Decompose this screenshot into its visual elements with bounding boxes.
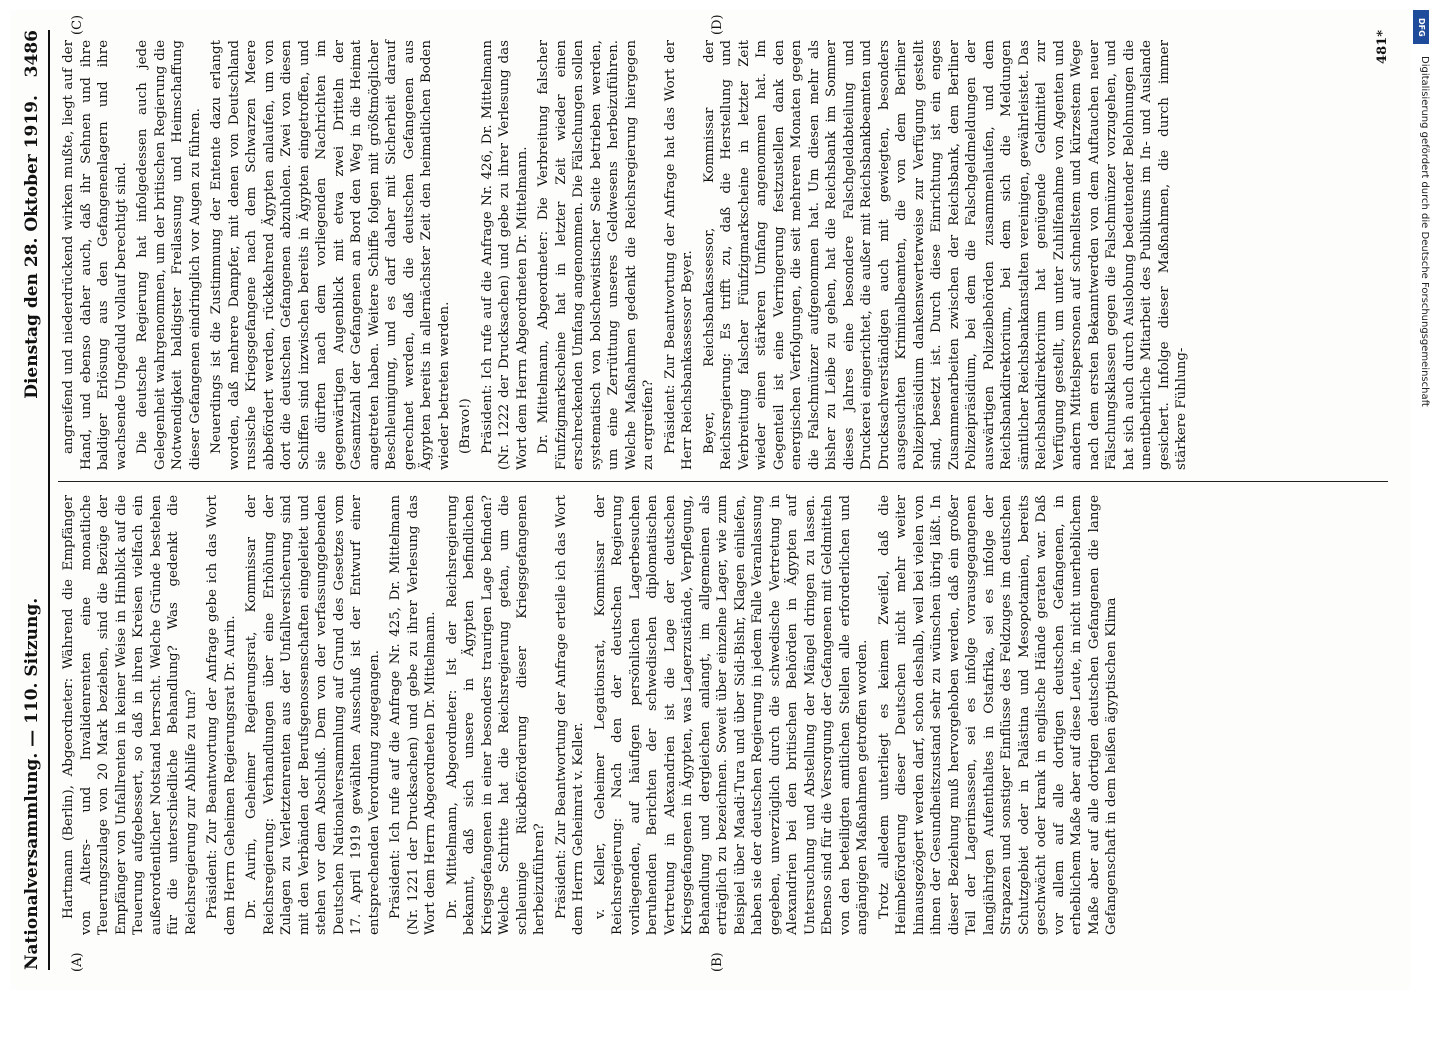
paragraph: v. Keller, Geheimer Legationsrat, Kommissar der Reichsregierung: Nach den der deutschen Regierung vorliegenden, auf häufigen persönlichen Lagerbesuchen beruhenden Berichten der schwedischen diplomatischen Vertretung in Alexandrien ist die Lage der deutschen Kriegsgefangenen in Ägypten, was Lagerzustände, Verpflegung, Behandlung und dergleichen anlangt, im allgemeinen als erträglich zu bezeichnen. Soweit über einzelne Lager, wie zum Beispiel über Maadi-Tura und über Sidi-Bishr, Klagen einliefen, haben sie der deutschen Regierung in jedem Falle Veranlassung gegeben, unverzüglich durch die schwedische Vertretung in Alexandrien bei den britischen Behörden in Ägypten auf Untersuchung und Abstellung der Mängel dringen zu lassen. Ebenso sind für die Versorgung der Gefangenen mit Geldmitteln von den beteiligten amtlichen Stellen alle erforderlichen und angängigen Maßnahmen getroffen worden. xyxy=(592,495,870,935)
paragraph: Präsident: Ich rufe auf die Anfrage Nr. 425, Dr. Mittelmann (Nr. 1221 der Drucksachen) und gebe zu ihrer Verlesung das Wort dem Herrn Abgeordneten Dr. Mittelmann. xyxy=(388,495,438,935)
sheet-number: 481* xyxy=(1375,30,1390,64)
margin-mark-a: (A) xyxy=(70,952,85,972)
paragraph: Präsident: Zur Beantwortung der Anfrage gebe ich das Wort dem Herrn Geheimen Regierungsrat Dr. Aurin. xyxy=(205,495,238,935)
paragraph: Präsident: Ich rufe auf die Anfrage Nr. 426, Dr. Mittelmann (Nr. 1222 der Drucksachen) und gebe zu ihrer Verlesung das Wort dem Herrn Abgeordneten Dr. Mittelmann. xyxy=(479,40,530,470)
header-date: Dienstag den 28. Oktober 1919. xyxy=(22,95,42,399)
margin-mark-c: (C) xyxy=(70,14,85,35)
page-number: 3486 xyxy=(22,30,42,78)
left-column xyxy=(60,495,1125,935)
digitization-note: Digitalisierung gefördert durch die Deutsche Forschungsgemeinschaft xyxy=(1419,56,1430,407)
paragraph: Präsident: Zur Beantwortung der Anfrage hat das Wort der Herr Reichsbankassessor Beyer. xyxy=(662,40,695,470)
header-left: Nationalversammlung. — 110. Sitzung. xyxy=(22,597,42,970)
paragraph: angreifend und niederdrückend wirken mußte, liegt auf der Hand, und ebenso daher auch, daß ihr Sehnen und ihre baldiger Erlösung aus den Gefangenenlagern und ihre wachsende Ungeduld vollauf berechtigt sind. xyxy=(61,40,129,470)
margin-mark-b: (B) xyxy=(710,952,725,972)
paragraph: Hartmann (Berlin), Abgeordneter: Während die Empfänger von Alters- und Invalidenrenten eine monatliche Teuerungszulage von 20 Mark beziehen, sind die Bezüge der Empfänger von Unfallrenten in keiner Weise in Hinblick auf die Teuerung aufgebessert, so daß in ihren Kreisen vielfach ein außerordentlicher Notstand herrscht. Welche Gründe bestehen für die unterschiedliche Behandlung? Was gedenkt die Reichsregierung zur Abhilfe zu tun? xyxy=(61,495,199,935)
paragraph: Dr. Mittelmann, Abgeordneter: Ist der Reichsregierung bekannt, daß sich unsere in Ägypten befindlichen Kriegsgefangenen in einer besonders traurigen Lage befinden? Welche Schritte hat die Reichsregierung getan, um die schleunige Rückbeförderung dieser Kriegsgefangenen herbeizuführen? xyxy=(444,495,547,935)
paragraph: Dr. Mittelmann, Abgeordneter: Die Verbreitung falscher Fünfzigmarkscheine hat in letzter Zeit wieder einen erschreckenden Umfang angenommen. Die Fälschungen sollen systematisch von bolschewistischer Seite betrieben werden, um eine Zerrüttung unseres Geldwesens herbeizuführen. Welche Maßnahmen gedenkt die Reichsregierung hiergegen zu ergreifen? xyxy=(536,40,656,470)
paragraph: Die deutsche Regierung hat infolgedessen auch jede Gelegenheit wahrgenommen, um der britischen Regierung die Notwendigkeit baldigster Freilassung und Heimschaffung dieser Gefangenen eindringlich vor Augen zu führen. xyxy=(135,40,203,470)
paragraph: Neuerdings ist die Zustimmung der Entente dazu erlangt worden, daß mehrere Dampfer, mit denen von Deutschland russische Kriegsgefangene nach dem Schwarzen Meere abbefördert werden, rückkehrend Ägypten anlaufen, um von dort die deutschen Gefangenen abzuholen. Zwei von diesen Schiffen sind inzwischen bereits in Ägypten eingetroffen, und sie dürften nach dem vorliegenden Nachrichten im gegenwärtigen Augenblick mit etwa zwei Dritteln der Gesamtzahl der Gefangenen an Bord den Weg in die Heimat angetreten haben. Weitere Schiffe folgen mit größtmöglicher Beschleunigung, und es darf daher mit Sicherheit darauf gerechnet werden, daß die deutschen Gefangenen aus Ägypten bereits in allernächster Zeit den heimatlichen Boden wieder betreten werden. xyxy=(209,40,452,470)
digitization-sidebar xyxy=(1412,6,1430,996)
paragraph: Präsident: Zur Beantwortung der Anfrage erteile ich das Wort dem Herrn Geheimrat v. Keller. xyxy=(553,495,586,935)
header-right xyxy=(22,30,42,399)
rotated-page xyxy=(10,10,1410,990)
paragraph: (Bravo!) xyxy=(458,398,473,454)
column-divider xyxy=(58,481,1388,482)
paragraph: Dr. Aurin, Geheimer Regierungsrat, Kommissar der Reichsregierung: Verhandlungen über eine Erhöhung der Zulagen zu Verletztenrenten aus der Unfallversicherung sind mit den Verbänden der Berufsgenossenschaften eingeleitet und stehen vor dem Abschluß. Dem von der verfassunggebenden Deutschen Nationalversammlung auf Grund des Gesetzes vom 17. April 1919 gewählten Ausschuß ist der Entwurf einer entsprechenden Verordnung zugegangen. xyxy=(244,495,382,935)
right-column xyxy=(60,40,1195,470)
dfg-logo: DFG xyxy=(1413,10,1429,44)
page-header xyxy=(20,30,50,970)
paragraph: Beyer, Reichsbankassessor, Kommissar der Reichsregierung: Es trifft zu, daß die Herstellung und Verbreitung falscher Fünfzigmarkscheine in letzter Zeit wieder einen stärkeren Umfang angenommen hat. Im Gegenteil ist eine Verringerung festzustellen dank den energischen Verfolgungen, die seit mehreren Monaten gegen die Falschmünzer aufgenommen hat. Um diesen mehr als bisher zu Leibe zu gehen, hat die Reichsbank im Sommer dieses Jahres eine besondere Falschgeldabteilung und Druckerei eingerichtet, die außer mit Reichsbankbeamten und Drucksachverständigen auch mit gewiegten, besonders ausgesuchten Kriminalbeamten, die von dem Berliner Polizeipräsidium dankenswerterweise zur Verfügung gestellt sind, besetzt ist. Durch diese Einrichtung ist ein enges Zusammenarbeiten zwischen der Reichsbank, dem Berliner Polizeipräsidium, bei dem die Falschgeldmeldungen der auswärtigen Polizeibehörden zusammenlaufen, und dem Reichsbankdirektorium, bei dem sich die Meldungen sämtlicher Reichsbankanstalten vereinigen, gewährleistet. Das Reichsbankdirektorium hat genügende Geldmittel zur Verfügung gestellt, um unter Zuhilfenahme von Agenten und andern Mittelspersonen auf schnellstem und kürzestem Wege nach dem ersten Bekanntwerden von dem Auftauchen neuer Fälschungsklassen gegen die Falschmünzer vorzugehen, und hat sich auch durch Auslobung bedeutender Belohnungen die unentbehrliche Mitarbeit des Publikums im In- und Auslande gesichert. Infolge dieser Maßnahmen, die durch immer stärkere Fühlung- xyxy=(701,40,1189,470)
paragraph: Trotz alledem unterliegt es keinem Zweifel, daß die Heimbeförderung dieser Deutschen nicht mehr weiter hinausgezögert werden darf, schon deshalb, weil bei vielen von ihnen der Gesundheitszustand sehr zu wünschen übrig läßt. In dieser Beziehung muß hervorgehoben werden, daß ein großer Teil der Lagerinsassen, sei es infolge vorausgegangenen langjährigen Aufenthaltes in Ostafrika, sei es infolge der Strapazen und sonstiger Einflüsse des Feldzuges im deutschen Schutzgebiet oder in Palästina und Mesopotamien, bereits geschwächt oder krank in englische Hände geraten war. Daß vor allem auf alle dortigen deutschen Gefangenen, in erheblichem Maße aber auf diese Leute, in nicht unerheblichem Maße aber auf alle dortigen deutschen Gefangenen die lange Gefangenschaft in dem heißen ägyptischen Klima xyxy=(876,495,1119,935)
margin-mark-d: (D) xyxy=(710,14,725,35)
